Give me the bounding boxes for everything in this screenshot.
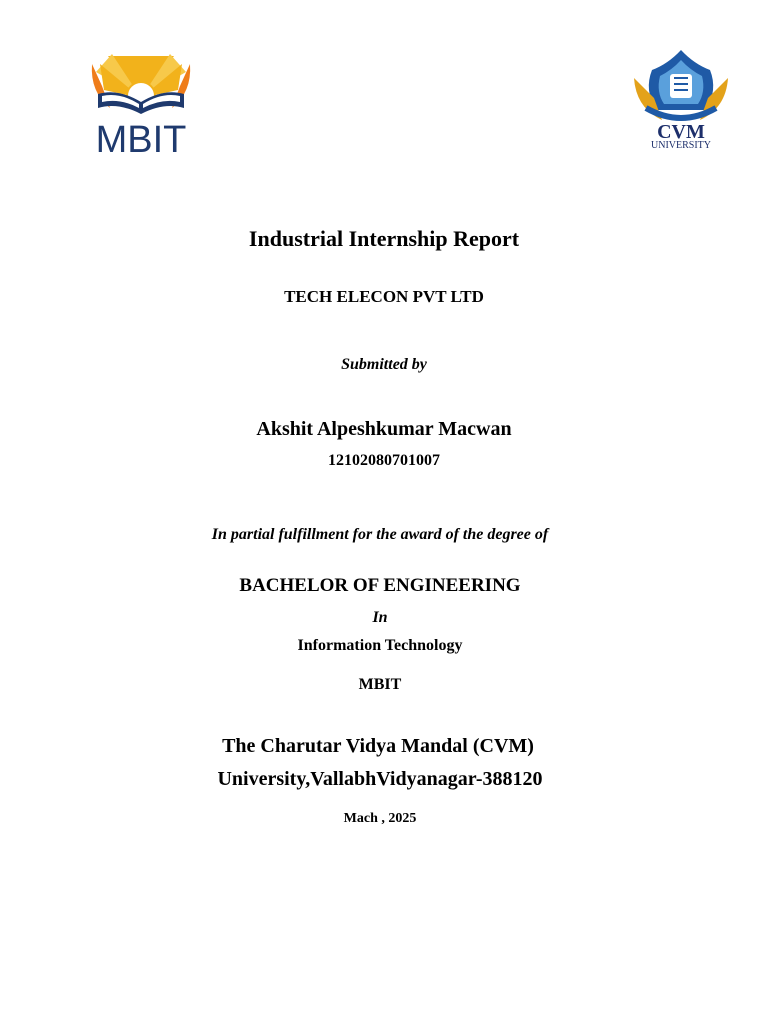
submitted-by-label: Submitted by: [341, 356, 427, 373]
in-label: In: [372, 609, 388, 626]
mbit-logo: [88, 50, 194, 156]
enrollment-number: 12102080701007: [328, 452, 440, 469]
cvm-logo-subtext: UNIVERSITY: [651, 140, 711, 151]
report-date: Mach , 2025: [343, 811, 417, 826]
university-line-1: The Charutar Vidya Mandal (CVM): [222, 735, 534, 757]
report-title: Industrial Internship Report: [248, 226, 520, 251]
college-name: MBIT: [358, 676, 402, 693]
fulfillment-text: In partial fulfillment for the award of the degree of: [211, 526, 549, 543]
degree-name: BACHELOR OF ENGINEERING: [239, 575, 521, 596]
student-name: Akshit Alpeshkumar Macwan: [256, 418, 512, 440]
university-line-2: University,VallabhVidyanagar-388120: [217, 768, 543, 790]
company-name: TECH ELECON PVT LTD: [284, 287, 484, 306]
branch-name: Information Technology: [297, 637, 463, 654]
cvm-logo-text: CVM: [657, 121, 705, 143]
flame-emblem-icon: [649, 50, 713, 110]
mbit-logo-text: MBIT: [95, 119, 187, 156]
cvm-university-logo: [632, 48, 730, 152]
